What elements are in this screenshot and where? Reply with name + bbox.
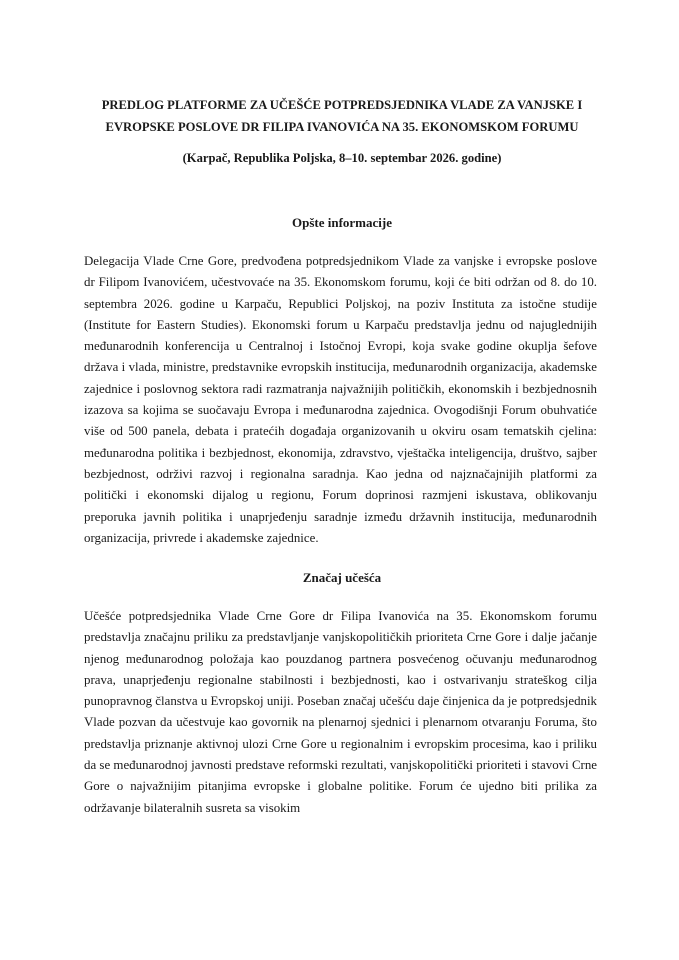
section-heading-general-information: Opšte informacije	[291, 215, 392, 230]
document-subtitle: (Karpač, Republika Poljska, 8–10. septembar 2026. godine)	[182, 151, 502, 165]
section-paragraph-general-information: Delegacija Vlade Crne Gore, predvođena potpredsjednikom Vlade za vanjske i evropske poslove dr Filipom Ivanovićem, učestvovaće na 35. Ekonomskom forumu, koji će biti održan od 8. do 10. septembra 2026. godine u Karpaču, Republici Poljskoj, na poziv Instituta za istočne studije (Institute for Eastern Studies). Ekonomski forum u Karpaču predstavlja jednu od najuglednijih međunarodnih konferencija u Centralnoj i Istočnoj Evropi, koja svake godine okuplja šefove država i vlada, ministre, predstavnike evropskih institucija, međunarodnih organizacija, akademske zajednice i poslovnog sektora radi razmatranja najvažnijih političkih, ekonomskih i bezbjednosnih izazova sa kojima se suočavaju Evropa i međunarodna zajednica. Ovogodišnji Forum obuhvatiće više od 500 panela, debata i pratećih događaja organizovanih u okviru osam tematskih cjelina: međunarodna politika i bezbjednost, ekonomija, zdravstvo, vještačka inteligencija, društvo, sajber bezbjednost, održivi razvoj i regionalna saradnja. Kao jedna od najznačajnijih platformi za politički i ekonomski dijalog u regionu, Forum doprinosi razmjeni iskustava, oblikovanju preporuka javnih politika i unaprjeđenju saradnje između državnih institucija, međunarodnih organizacija, privrede i akademske zajednice.	[84, 254, 597, 545]
section-paragraph-significance: Učešće potpredsjednika Vlade Crne Gore dr Filipa Ivanovića na 35. Ekonomskom forumu predstavlja značajnu priliku za predstavljanje vanjskopolitičkih prioriteta Crne Gore i dalje jačanje njenog međunarodnog položaja kao pouzdanog partnera posvećenog očuvanju međunarodnog prava, unaprjeđenju regionalne stabilnosti i bezbjednosti, kao i ostvarivanju strateškog cilja punopravnog članstva u Evropskoj uniji. Poseban značaj učešću daje činjenica da je potpredsjednik Vlade pozvan da učestvuje kao govornik na plenarnoj sjednici i plenarnom otvaranju Foruma, što predstavlja priznanje aktivnoj ulozi Crne Gore u regionalnim i evropskim procesima, kao i priliku da se međunarodnoj javnosti predstave reformski rezultati, vanjskopolitički prioriteti i stavovi Crne Gore o najvažnijim pitanjima evropske i globalne politike. Forum će ujedno biti prilika za održavanje bilateralnih susreta sa visokim	[84, 609, 597, 815]
document-title: PREDLOG PLATFORME ZA UČEŠĆE POTPREDSJEDNIKA VLADE ZA VANJSKE I EVROPSKE POSLOVE DR FILIPA IVANOVIĆA NA 35. EKONOMSKOM FORUMU	[101, 98, 583, 134]
section-heading-significance: Značaj učešća	[302, 570, 382, 585]
